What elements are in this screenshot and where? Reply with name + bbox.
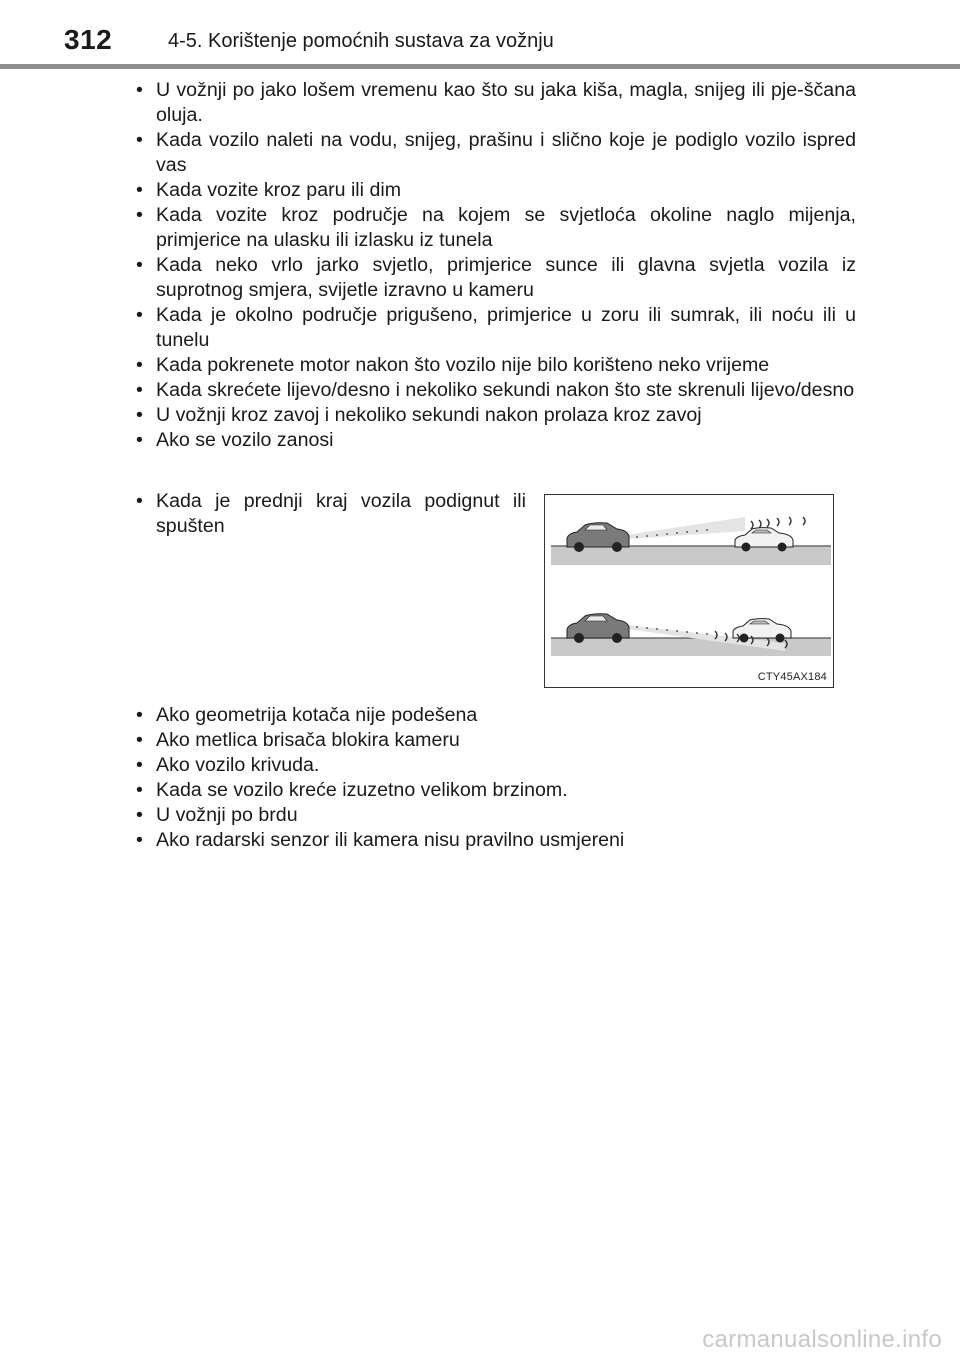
bullet-icon: • <box>136 704 143 726</box>
list-item <box>130 403 856 428</box>
bullet-icon: • <box>136 829 143 851</box>
list-item-text: Kada se vozilo kreće izuzetno velikom brzinom. <box>156 779 568 801</box>
list-item-text: Kada je prednji kraj vozila podignut ili spušten <box>156 490 526 537</box>
list-item-text: Kada vozilo naleti na vodu, snijeg, prašinu i slično koje je podiglo vozilo ispred vas <box>156 129 856 176</box>
bullet-icon: • <box>136 354 143 376</box>
bullet-icon: • <box>136 404 143 426</box>
list-item <box>130 203 856 253</box>
page-number: 312 <box>64 24 113 55</box>
bullet-icon: • <box>136 429 143 451</box>
bullet-icon: • <box>136 804 143 826</box>
list-item-text: Kada je okolno područje prigušeno, primjerice u zoru ili sumrak, ili noću ili u tunelu <box>156 304 856 351</box>
condition-list-bottom <box>130 703 856 853</box>
list-item-text: U vožnji po jako lošem vremenu kao što su jaka kiša, magla, snijeg ili pje-ščana oluja. <box>156 79 856 126</box>
list-item <box>130 703 856 728</box>
list-item <box>130 778 856 803</box>
list-item-text: U vožnji po brdu <box>156 804 298 826</box>
header-rule <box>0 64 960 69</box>
list-item <box>130 828 856 853</box>
bullet-icon: • <box>136 204 143 226</box>
bullet-icon: • <box>136 754 143 776</box>
car-radar-beam-illustration <box>545 495 835 689</box>
list-item-text: Ako geometrija kotača nije podešena <box>156 704 478 726</box>
bullet-icon: • <box>136 254 143 276</box>
list-item <box>130 178 856 203</box>
list-item-text: Kada pokrenete motor nakon što vozilo nije bilo korišteno neko vrijeme <box>156 354 770 376</box>
watermark: carmanualsonline.info <box>702 1326 942 1353</box>
list-item <box>130 128 856 178</box>
list-item-text: Kada vozite kroz područje na kojem se svjetloća okoline naglo mijenja, primjerice na ulasku ili izlasku iz tunela <box>156 204 856 251</box>
list-item <box>130 303 856 353</box>
list-item <box>130 753 856 778</box>
list-item <box>130 78 856 128</box>
list-item <box>130 489 526 539</box>
list-item-text: Ako vozilo krivuda. <box>156 754 320 776</box>
page-header <box>0 0 960 70</box>
list-item-text: Ako metlica brisača blokira kameru <box>156 729 460 751</box>
road-upper <box>551 546 831 565</box>
bullet-icon: • <box>136 79 143 101</box>
list-item <box>130 353 856 378</box>
list-item <box>130 728 856 753</box>
list-item-text: U vožnji kroz zavoj i nekoliko sekundi nakon prolaza kroz zavoj <box>156 404 702 426</box>
list-item <box>130 378 856 403</box>
list-item-text: Ako radarski senzor ili kamera nisu pravilno usmjereni <box>156 829 625 851</box>
list-item-text: Kada vozite kroz paru ili dim <box>156 179 402 201</box>
bullet-icon: • <box>136 379 143 401</box>
bullet-icon: • <box>136 490 143 512</box>
bullet-icon: • <box>136 179 143 201</box>
radar-beam-upper <box>627 517 745 539</box>
condition-list-figure <box>130 489 526 539</box>
road-lower <box>551 638 831 656</box>
list-item <box>130 253 856 303</box>
wave-arcs-upper <box>751 517 805 529</box>
bullet-icon: • <box>136 129 143 151</box>
condition-list-top <box>130 78 856 453</box>
list-item <box>130 803 856 828</box>
bullet-icon: • <box>136 779 143 801</box>
list-item <box>130 428 856 453</box>
bullet-icon: • <box>136 729 143 751</box>
list-item-text: Kada neko vrlo jarko svjetlo, primjerice sunce ili glavna svjetla vozila iz suprotnog smjera, svijetle izravno u kameru <box>156 254 856 301</box>
section-title: 4-5. Korištenje pomoćnih sustava za vožnju <box>168 30 554 52</box>
figure-code: CTY45AX184 <box>757 671 827 683</box>
list-item-text: Ako se vozilo zanosi <box>156 429 334 451</box>
radar-figure <box>544 494 834 688</box>
bullet-icon: • <box>136 304 143 326</box>
list-item-text: Kada skrećete lijevo/desno i nekoliko sekundi nakon što ste skrenuli lijevo/desno <box>156 379 855 401</box>
